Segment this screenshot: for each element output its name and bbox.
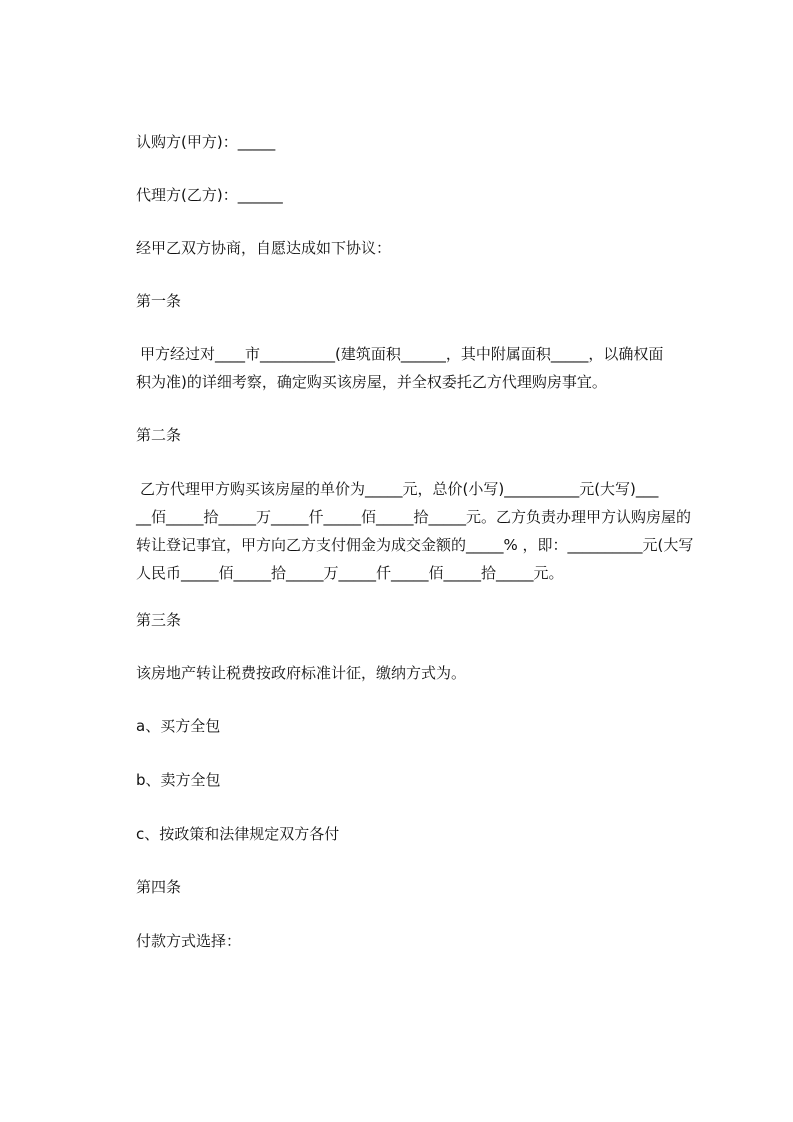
buyer-party-line: 认购方(甲方)：_____: [136, 133, 276, 151]
article-2-body: [136, 475, 736, 587]
article-2-line-1: 乙方代理甲方购买该房屋的单价为_____元，总价(小写)__________元(大写)___: [140, 480, 659, 498]
article-3-intro: 该房地产转让税费按政府标准计征，缴纳方式为。: [136, 664, 467, 682]
article-4-heading: 第四条: [136, 878, 182, 896]
agent-party-line: 代理方(乙方)：______: [136, 186, 283, 204]
article-4-intro: 付款方式选择：: [136, 932, 242, 950]
article-3-heading: 第三条: [136, 611, 182, 629]
article-1-line-1: 甲方经过对____市__________(建筑面积______，其中附属面积_____，以确权面: [140, 345, 664, 363]
article-2-line-2: __佰_____拾_____万_____仟_____佰_____拾_____元。乙方负责办理甲方认购房屋的: [136, 508, 692, 526]
article-3-option-a: a、买方全包: [136, 717, 221, 735]
article-3-option-c: c、按政策和法律规定双方各付: [136, 825, 340, 843]
article-2-line-4: 人民币_____佰_____拾_____万_____仟_____佰_____拾_____元。: [136, 564, 564, 582]
article-1-heading: 第一条: [136, 292, 182, 310]
article-2-heading: 第二条: [136, 426, 182, 444]
intro-line: 经甲乙双方协商，自愿达成如下协议：: [136, 239, 392, 257]
article-2-line-3: 转让登记事宜，甲方向乙方支付佣金为成交金额的_____% ，即：__________元(大写: [136, 536, 694, 554]
article-3-option-b: b、卖方全包: [136, 771, 221, 789]
article-1-line-2: 积为准)的详细考察，确定购买该房屋，并全权委托乙方代理购房事宜。: [136, 373, 607, 391]
article-1-body: [136, 340, 736, 396]
